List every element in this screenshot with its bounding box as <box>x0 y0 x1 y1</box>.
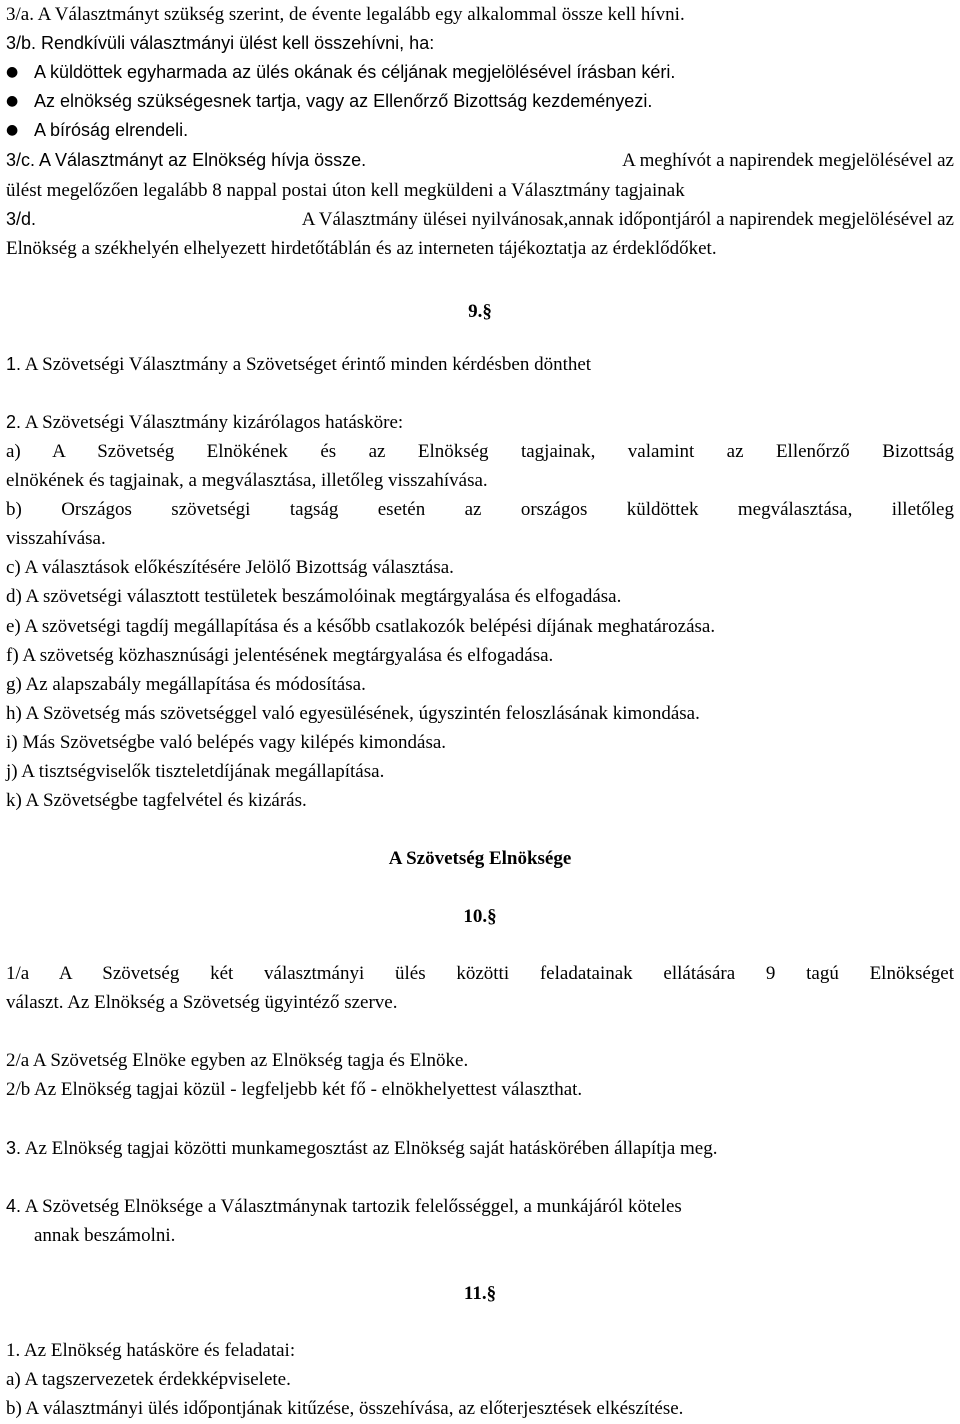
bullet-icon: ● <box>6 122 19 138</box>
paragraph-3a: 3/a. A Választmányt szükség szerint, de évente legalább egy alkalommal össze kell hívni. <box>6 4 685 25</box>
bullet-icon: ● <box>6 93 19 109</box>
list-item: c) A választások előkészítésére Jelölő Bizottság választása. <box>6 557 454 578</box>
list-item: i) Más Szövetségbe való belépés vagy kilépés kimondása. <box>6 732 447 753</box>
paragraph-1a-line2: választ. Az Elnökség a Szövetség ügyintéző szerve. <box>6 992 398 1013</box>
paragraph-9-2: 2. A Szövetségi Választmány kizárólagos hatásköre: <box>6 412 404 433</box>
list-item: b) Országos szövetségi tagság esetén az országos küldöttek megválasztása, illetőleg <box>6 499 954 520</box>
list-item: g) Az alapszabály megállapítása és módosítása. <box>6 674 366 695</box>
list-item: b) A választmányi ülés időpontjának kitűzése, összehívása, az előterjesztések elkészítése. <box>6 1398 684 1419</box>
paragraph-3b: 3/b. Rendkívüli választmányi ülést kell összehívni, ha: <box>6 33 435 53</box>
list-item: k) A Szövetségbe tagfelvétel és kizárás. <box>6 790 307 811</box>
list-item: f) A szövetség közhasznúsági jelentésének megtárgyalása és elfogadása. <box>6 645 554 666</box>
paragraph-3c-line2: ülést megelőzően legalább 8 nappal postai úton kell megküldeni a Választmány tagjainak <box>6 180 685 201</box>
paragraph-3d-line2: Elnökség a székhelyén elhelyezett hirdetőtáblán és az interneten tájékoztatja az érdeklődőket. <box>6 238 717 259</box>
list-item: d) A szövetségi választott testületek beszámolóinak megtárgyalása és elfogadása. <box>6 586 622 607</box>
paragraph-3: 3. Az Elnökség tagjai közötti munkamegosztást az Elnökség saját hatáskörében állapítja meg. <box>6 1138 718 1159</box>
paragraph-1a: 1/a A Szövetség két választmányi ülés közötti feladatainak ellátására 9 tagú Elnökséget <box>6 963 954 984</box>
list-item-cont: elnökének és tagjainak, a megválasztása, illetőleg visszahívása. <box>6 470 488 491</box>
list-item: a) A Szövetség Elnökének és az Elnökség tagjainak, valamint az Ellenőrző Bizottság <box>6 441 954 462</box>
chapter-title: A Szövetség Elnöksége <box>388 848 572 869</box>
list-item: h) A Szövetség más szövetséggel való egyesülésének, úgyszintén feloszlásának kimondása. <box>6 703 700 724</box>
paragraph-2b: 2/b Az Elnökség tagjai közül - legfeljebb két fő - elnökhelyettest választhat. <box>6 1079 583 1100</box>
list-item: e) A szövetségi tagdíj megállapítása és a később csatlakozók belépési díjának meghatározása. <box>6 616 716 637</box>
section-heading-9: 9.§ <box>468 301 492 322</box>
list-item: j) A tisztségviselők tiszteletdíjának megállapítása. <box>6 761 385 782</box>
list-item: ● Az elnökség szükségesnek tartja, vagy az Ellenőrző Bizottság kezdeményezi. <box>34 87 934 116</box>
list-item-cont: visszahívása. <box>6 528 106 549</box>
paragraph-3c: 3/c. A Választmányt az Elnökség hívja össze. A meghívót a napirendek megjelölésével az <box>6 150 954 171</box>
paragraph-2a: 2/a A Szövetség Elnöke egyben az Elnökség tagja és Elnöke. <box>6 1050 469 1071</box>
list-item: ● A bíróság elrendeli. <box>34 116 934 145</box>
list-item: ● A küldöttek egyharmada az ülés okának és céljának megjelölésével írásban kéri. <box>34 58 934 87</box>
list-item: a) A tagszervezetek érdekképviselete. <box>6 1369 291 1390</box>
paragraph-3d: 3/d. A Választmány ülései nyilvánosak,annak időpontjáról a napirendek megjelölésével az <box>6 209 954 230</box>
paragraph-9-1: 1. A Szövetségi Választmány a Szövetséget érintő minden kérdésben dönthet <box>6 354 592 375</box>
section-heading-10: 10.§ <box>463 906 497 927</box>
bullet-icon: ● <box>6 64 19 80</box>
section-heading-11: 11.§ <box>463 1283 497 1304</box>
paragraph-4: 4. A Szövetség Elnöksége a Választmánynak tartozik felelősséggel, a munkájáról köteles <box>6 1196 682 1217</box>
paragraph-11-1: 1. Az Elnökség hatásköre és feladatai: <box>6 1340 296 1361</box>
paragraph-4-line2: annak beszámolni. <box>34 1225 176 1246</box>
